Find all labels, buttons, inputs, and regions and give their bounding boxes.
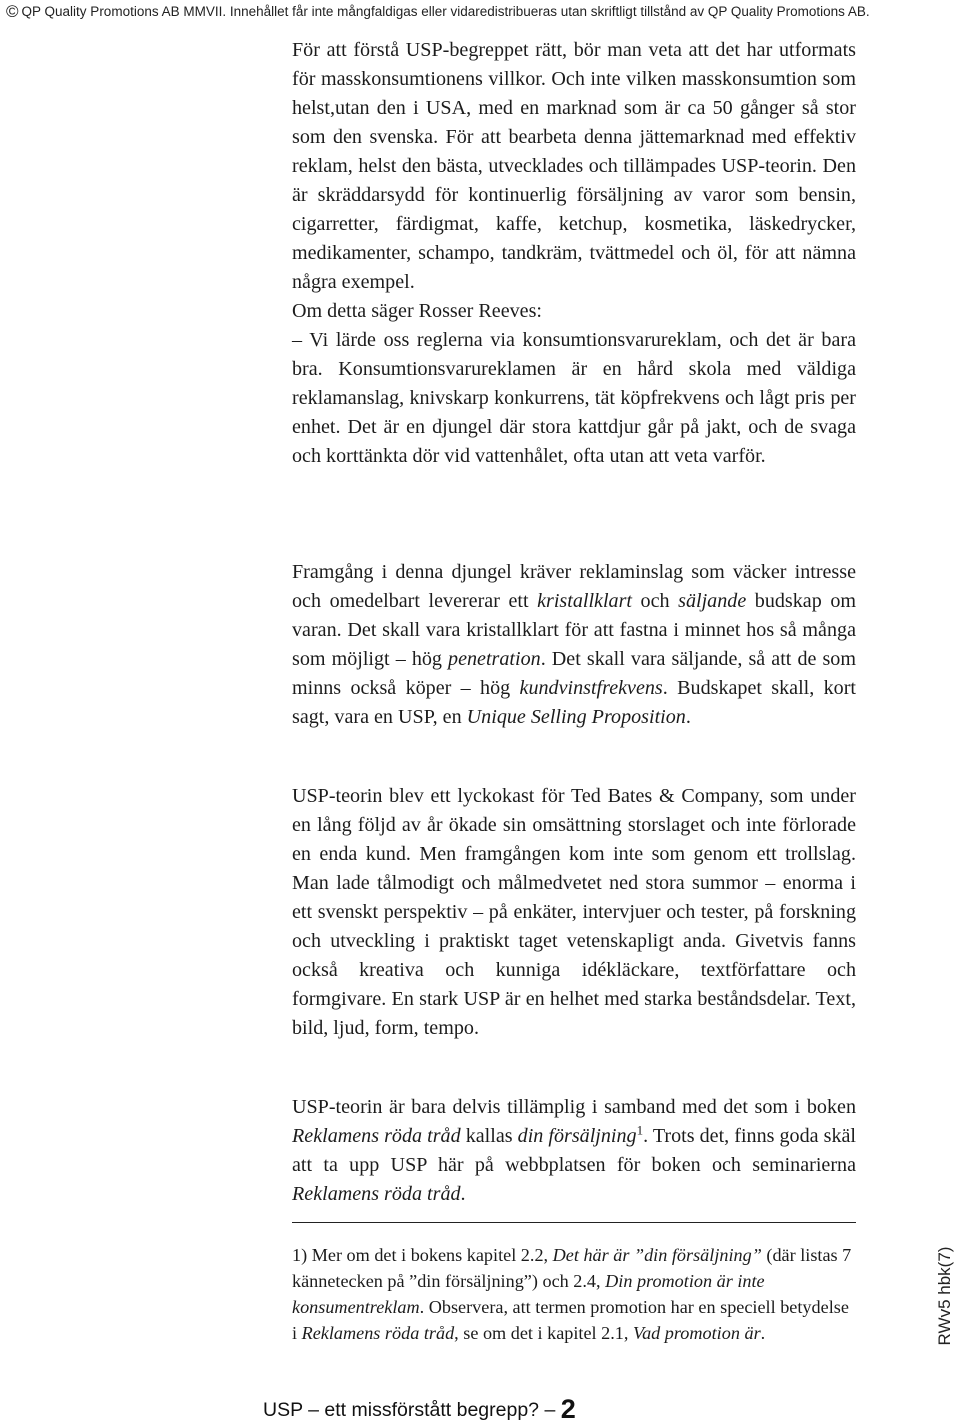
copyright-icon: © [6, 2, 19, 21]
p4-text-d: . [460, 1183, 466, 1205]
p2-italic-saljande: säljande [678, 590, 747, 612]
p2-italic-kristallklart: kristallklart [537, 590, 632, 612]
paragraph-3-text: USP-teorin blev ett lyckokast för Ted Bates & Company, som under en lång följd av år ökade sin omsättning storslaget och inte förlorade en enda kund. Men framgången kom inte som genom ett trollslag. Man lade tålmodigt och målmedvetet ned stora summor – enorma i ett svenskt perspektiv – på enkäter, intervjuer och tester, på forskning och utveckling i praktiskt taget vetenskapligt anda. Givetvis fanns också kreativa och kunniga idékläckare, textförfattare och formgivare. En stark USP är en helhet med starka beståndsdelar. Text, bild, ljud, form, tempo. [292, 785, 856, 1039]
paragraph-3 [292, 782, 856, 1043]
footnote-divider [292, 1222, 856, 1223]
p4-text-b: kallas [460, 1125, 518, 1147]
paragraph-2 [292, 558, 856, 732]
fn-italic-b: Din promotion är inte konsumentreklam [292, 1271, 765, 1317]
fn-text-b: (där listas 7 kännetecken på ”din försäljning”) och 2.4, [292, 1245, 852, 1291]
fn-italic-a: Det här är ”din försäljning” [552, 1245, 762, 1265]
p2-italic-kundvinstfrekvens: kundvinstfrekvens [519, 677, 663, 699]
p2-italic-penetration: penetration [448, 648, 541, 670]
paragraph-1 [292, 36, 856, 471]
p2-text-b: och [632, 590, 679, 612]
fn-text-d: , se om det i kapitel 2.1, [454, 1323, 633, 1343]
p2-text-d: . Det skall vara säljande, så att de som minns också köper – hög [292, 648, 856, 699]
p4-text-c: . Trots det, finns goda skäl att ta upp USP här på webbplatsen för boken och seminarierna [292, 1125, 857, 1176]
p4-text-a: USP-teorin är bara delvis tillämplig i samband med det som i boken [292, 1096, 856, 1118]
p2-italic-usp-definition: Unique Selling Proposition [466, 706, 686, 728]
footnote-reference: 1 [636, 1122, 644, 1138]
p2-text-a: Framgång i denna djungel kräver reklaminslag som väcker intresse och omedelbart levererar ett [292, 561, 856, 612]
footer-title: USP – ett missförstått begrepp? – [263, 1399, 556, 1421]
paragraph-4 [292, 1093, 856, 1209]
p4-italic-book-title-2: Reklamens röda tråd [292, 1183, 461, 1205]
fn-italic-d: Vad promotion är [632, 1323, 761, 1343]
page-footer [263, 1394, 576, 1425]
p2-text-e: . Budskapet skall, kort sagt, vara en USP, en [292, 677, 856, 728]
p2-text-c: budskap om varan. Det skall vara kristallklart för att fastna i minnet hos så många som möjligt – hög [292, 590, 857, 670]
fn-italic-c: Reklamens röda tråd [301, 1323, 455, 1343]
copyright-notice [6, 2, 870, 22]
reeves-quote: – Vi lärde oss reglerna via konsumtionsvarureklam, och det är bara bra. Konsumtionsvarureklamen är en hård skola med väldiga reklamanslag, knivskarp konkurrens, tät köpfrekvens och lågt pris per enhet. Det är en djungel där stora kattdjur går på jakt, och de svaga och korttänkta dör vid vattenhålet, ofta utan att veta varför. [292, 329, 856, 467]
p4-italic-din-forsaljning: din försäljning [517, 1125, 637, 1147]
fn-text-c: . Observera, att termen promotion har en speciell betydelse i [292, 1297, 849, 1343]
side-label: RWv5 hbk(7) [935, 1246, 954, 1346]
paragraph-1-text: För att förstå USP-begreppet rätt, bör man veta att det har utformats för masskonsumtionens villkor. Och inte vilken masskonsumtion som helst,utan den i USA, med en marknad som är ca 50 gånger så stor som den svenska. För att bearbeta denna jättemarknad med effektiv reklam, helst den bästa, utvecklades och tillämpades USP-teorin. Den är skräddarsydd för kontinuerlig försäljning av varor som bensin, cigarretter, färdigmat, kaffe, ketchup, kosmetika, läskedrycker, medikamenter, schampo, tandkräm, tvättmedel och öl, för att nämna några exempel. [292, 39, 856, 293]
footnote [292, 1242, 856, 1346]
fn-text-a: 1) Mer om det i bokens kapitel 2.2, [292, 1245, 553, 1265]
paragraph-1-intro-quote: Om detta säger Rosser Reeves: [292, 300, 542, 322]
page-number: 2 [560, 1394, 576, 1424]
fn-text-e: . [760, 1323, 766, 1343]
p4-italic-book-title: Reklamens röda tråd [292, 1125, 461, 1147]
p2-text-f: . [685, 706, 691, 728]
copyright-text: QP Quality Promotions AB MMVII. Innehållet får inte mångfaldigas eller vidaredistribueras utan skriftligt tillstånd av QP Quality Promotions AB. [21, 4, 870, 19]
